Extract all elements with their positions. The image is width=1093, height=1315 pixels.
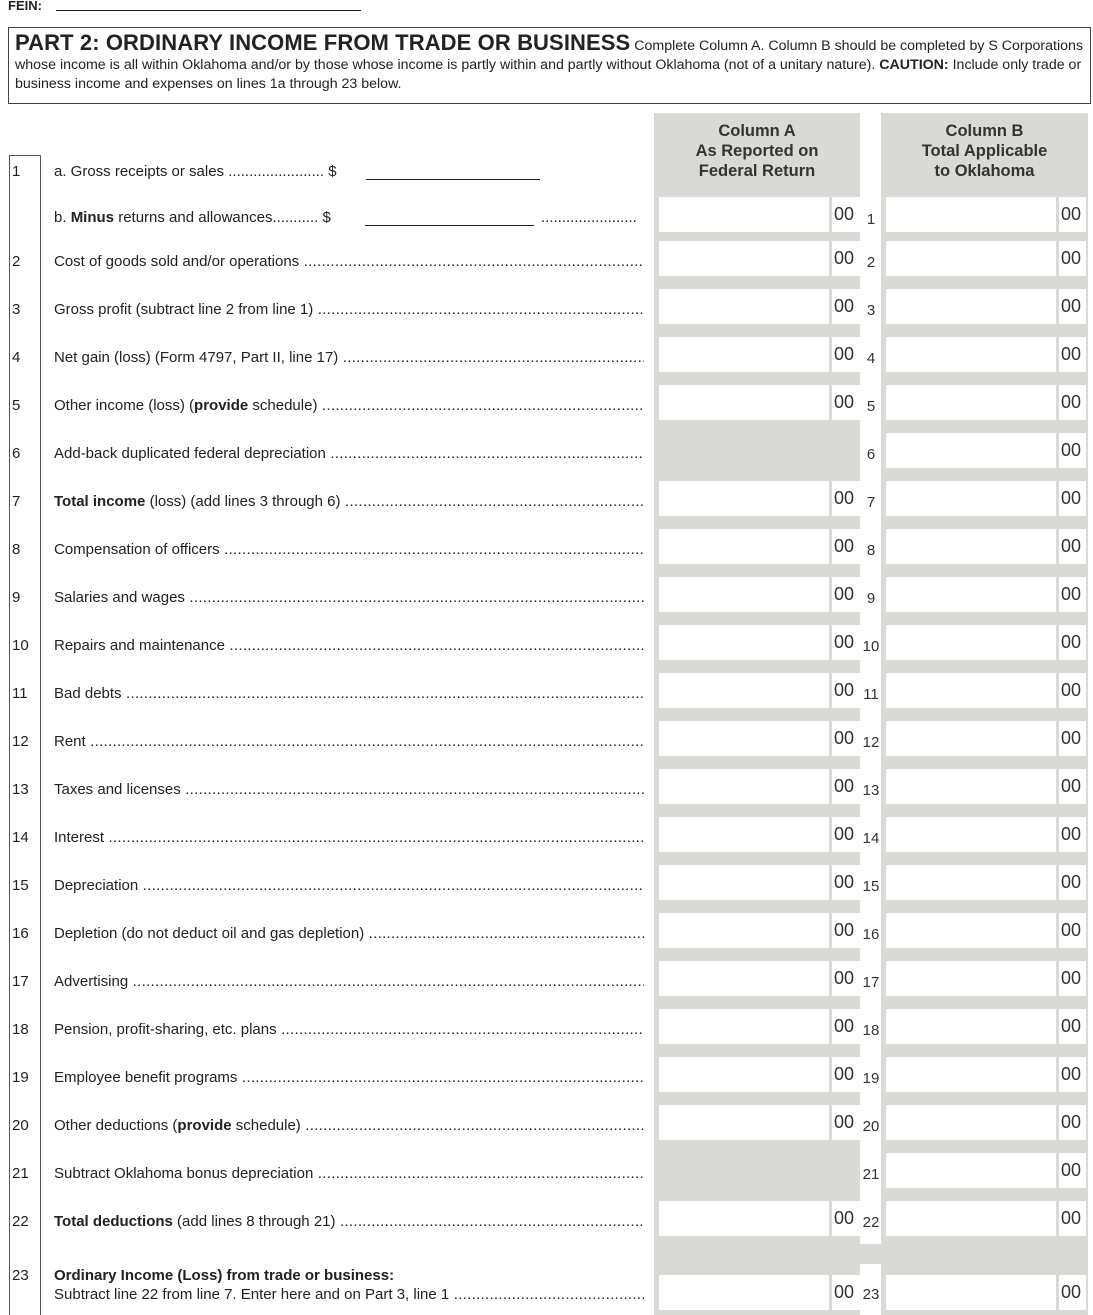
line-label-text: (add lines 8 through 21) (172, 1213, 336, 1230)
line-15-col-b-number: 15 (862, 878, 880, 895)
column-a-subtitle-2: Federal Return (698, 162, 816, 180)
line-1b-prefix: b. (54, 209, 71, 226)
line-20-col-b-number: 20 (862, 1118, 880, 1135)
line-12-number: 12 (12, 733, 29, 750)
line-2-number: 2 (12, 253, 21, 270)
line-number-bracket-left (9, 155, 10, 1315)
line-8-col-b-number: 8 (866, 542, 876, 559)
line-22-col-b-cents: 00 (1059, 1201, 1086, 1236)
line-23-col-b-input[interactable] (886, 1275, 1056, 1310)
line-18-col-a-cents: 00 (832, 1009, 860, 1044)
line-label-text: Other deductions ( (54, 1117, 178, 1134)
line-18-col-b-number: 18 (862, 1022, 880, 1039)
line-17-col-a-cents: 00 (832, 961, 860, 996)
line-13-col-b-number: 13 (862, 782, 880, 799)
line-5-col-b-number: 5 (866, 398, 876, 415)
line-1a-label-row (54, 163, 337, 180)
line-14-number: 14 (12, 829, 29, 846)
line-10-label (54, 637, 644, 654)
line-16-col-b-input[interactable] (886, 913, 1056, 948)
line-20-col-a-cents: 00 (832, 1105, 860, 1140)
line-7-col-b-number: 7 (866, 494, 876, 511)
line-number-bracket-right (40, 155, 41, 1315)
line-1b-dollar: $ (322, 209, 331, 226)
line-1-col-b-input[interactable] (886, 197, 1056, 232)
column-b-subtitle-1: Total Applicable (921, 142, 1048, 160)
line-8-col-a-cents: 00 (832, 529, 860, 564)
line-23-col-a-cents: 00 (832, 1275, 860, 1310)
line-label-text: Bad debts (54, 685, 122, 702)
line-label-text: Taxes and licenses (54, 781, 181, 798)
line-4-col-a-input[interactable] (659, 337, 829, 372)
line-3-col-a-cents: 00 (832, 289, 860, 324)
line-23-number: 23 (12, 1267, 29, 1284)
line-11-label (54, 685, 644, 702)
line-2-col-b-input[interactable] (886, 241, 1056, 276)
line-3-label (54, 301, 644, 318)
line-label-text: Interest (54, 829, 105, 846)
line-14-col-b-number: 14 (862, 830, 880, 847)
line-2-col-a-input[interactable] (659, 241, 829, 276)
part2-title: PART 2: ORDINARY INCOME FROM TRADE OR BUSINESS (15, 30, 631, 55)
line-6-col-b-cents: 00 (1059, 433, 1086, 468)
line-6-col-b-input[interactable] (886, 433, 1056, 468)
line-label-text: Depletion (do not deduct oil and gas depletion) (54, 925, 365, 942)
line-13-col-a-cents: 00 (832, 769, 860, 804)
line-19-col-a-input[interactable] (659, 1057, 829, 1092)
line-23-label: Subtract line 22 from line 7. Enter here and on Part 3, line 1 ..... (54, 1286, 644, 1303)
line-8-col-b-input[interactable] (886, 529, 1056, 564)
line-10-col-a-cents: 00 (832, 625, 860, 660)
line-1b-amount-field[interactable] (365, 225, 534, 226)
line-2-col-a-cents: 00 (832, 241, 860, 276)
line-11-col-b-cents: 00 (1059, 673, 1086, 708)
line-5-col-a-cents: 00 (832, 385, 860, 420)
line-2-col-b-number: 2 (866, 254, 876, 271)
line-3-col-b-number: 3 (866, 302, 876, 319)
line-16-col-b-cents: 00 (1059, 913, 1086, 948)
line-label-text: Compensation of officers (54, 541, 220, 558)
line-17-col-a-input[interactable] (659, 961, 829, 996)
line-19-col-b-number: 19 (862, 1070, 880, 1087)
line-1b-label: returns and allowances (114, 209, 273, 226)
line-11-number: 11 (12, 685, 28, 702)
line-7-number: 7 (12, 493, 21, 510)
line-21-col-b-cents: 00 (1059, 1153, 1086, 1188)
line-12-label (54, 733, 644, 750)
line-3-col-b-input[interactable] (886, 289, 1056, 324)
line-23-col-a-input[interactable] (659, 1275, 829, 1310)
line-4-label (54, 349, 644, 366)
line-22-col-a-input[interactable] (659, 1201, 829, 1236)
line-6-col-b-number: 6 (866, 446, 876, 463)
line-22-label (54, 1213, 644, 1230)
line-18-label (54, 1021, 644, 1038)
line-1-col-a-cents: 00 (832, 197, 860, 232)
line-16-col-b-number: 16 (862, 926, 880, 943)
column-b-title: Column B (945, 122, 1024, 140)
line-10-col-b-cents: 00 (1059, 625, 1086, 660)
line-8-col-b-cents: 00 (1059, 529, 1086, 564)
line-12-col-b-input[interactable] (886, 721, 1056, 756)
line-5-label (54, 397, 644, 414)
line-12-col-a-cents: 00 (832, 721, 860, 756)
line-9-col-b-input[interactable] (886, 577, 1056, 612)
line-4-col-b-number: 4 (866, 350, 876, 367)
column-b-subtitle-2: to Oklahoma (934, 162, 1035, 180)
line-22-col-b-number: 22 (862, 1214, 880, 1231)
line-6-number: 6 (12, 445, 21, 462)
line-20-number: 20 (12, 1117, 29, 1134)
line-1-col-b-cents: 00 (1059, 197, 1086, 232)
line-17-number: 17 (12, 973, 29, 990)
line-11-col-a-input[interactable] (659, 673, 829, 708)
line-9-number: 9 (12, 589, 21, 606)
line-5-col-b-input[interactable] (886, 385, 1056, 420)
line-16-col-a-input[interactable] (659, 913, 829, 948)
column-a-title: Column A (718, 122, 796, 140)
line-1-number: 1 (12, 163, 21, 180)
line-7-col-b-input[interactable] (886, 481, 1056, 516)
line-23-col-b-cents: 00 (1059, 1275, 1086, 1310)
line-1b-label-row (54, 209, 331, 226)
line-8-col-a-input[interactable] (659, 529, 829, 564)
line-4-col-a-cents: 00 (832, 337, 860, 372)
line-4-col-b-cents: 00 (1059, 337, 1086, 372)
line-15-col-b-cents: 00 (1059, 865, 1086, 900)
line-9-col-b-cents: 00 (1059, 577, 1086, 612)
line-1-col-a-input[interactable] (659, 197, 829, 232)
line-12-col-a-input[interactable] (659, 721, 829, 756)
line-16-number: 16 (12, 925, 29, 942)
line-label-text: Repairs and maintenance (54, 637, 225, 654)
line-label-text: Add-back duplicated federal depreciation (54, 445, 326, 462)
line-15-number: 15 (12, 877, 29, 894)
line-15-col-b-input[interactable] (886, 865, 1056, 900)
line-18-col-a-input[interactable] (659, 1009, 829, 1044)
line-7-label (54, 493, 644, 510)
line-label-text: Salaries and wages (54, 589, 185, 606)
part2-intro: Complete Column A. Column B should be completed by S Corporations whose income is all within Oklahoma and/or by those whose income is partly within and partly without Oklahoma (not of a unitary nature). (15, 38, 1084, 73)
line-4-number: 4 (12, 349, 21, 366)
line-3-number: 3 (12, 301, 21, 318)
line-label-text: schedule) (231, 1117, 301, 1134)
line-1a-label: a. Gross receipts or sales (54, 163, 225, 180)
line-21-col-b-input[interactable] (886, 1153, 1056, 1188)
line-9-col-a-input[interactable] (659, 577, 829, 612)
line-4-col-b-input[interactable] (886, 337, 1056, 372)
line-17-col-b-input[interactable] (886, 961, 1056, 996)
line-1a-dollar: $ (328, 163, 337, 180)
line-20-label (54, 1117, 644, 1134)
line-14-col-a-cents: 00 (832, 817, 860, 852)
line-label-text: Rent (54, 733, 86, 750)
line-label-bold: provide (194, 397, 249, 414)
line-label-text: Other income (loss) ( (54, 397, 195, 414)
line-7-col-b-cents: 00 (1059, 481, 1086, 516)
line-6-label (54, 445, 644, 462)
line-label-text: Gross profit (subtract line 2 from line 1) (54, 301, 314, 318)
line-5-number: 5 (12, 397, 21, 414)
line-label-text: Net gain (loss) (Form 4797, Part II, line 17) (54, 349, 339, 366)
line-10-col-b-input[interactable] (886, 625, 1056, 660)
line-10-col-b-number: 10 (862, 638, 880, 655)
caution-label: CAUTION: (879, 57, 949, 73)
line-14-col-a-input[interactable] (659, 817, 829, 852)
line-label-text: Pension, profit-sharing, etc. plans (54, 1021, 277, 1038)
line-5-col-a-input[interactable] (659, 385, 829, 420)
line-13-col-b-cents: 00 (1059, 769, 1086, 804)
line-1b-dots: ........... (272, 209, 319, 226)
line-1b-bold: Minus (70, 209, 115, 226)
line-23-title: Ordinary Income (Loss) from trade or business: (54, 1267, 395, 1284)
line-label-text: Cost of goods sold and/or operations (54, 253, 300, 270)
line-9-col-b-number: 9 (866, 590, 876, 607)
line-22-col-a-cents: 00 (832, 1201, 860, 1236)
line-14-label (54, 829, 644, 846)
line-1a-amount-field[interactable] (366, 179, 540, 180)
line-12-col-b-number: 12 (862, 734, 880, 751)
line-label-text: (loss) (add lines 3 through 6) (145, 493, 341, 510)
line-18-number: 18 (12, 1021, 29, 1038)
line-19-col-b-input[interactable] (886, 1057, 1056, 1092)
line-9-col-a-cents: 00 (832, 577, 860, 612)
column-a-subtitle-1: As Reported on (695, 142, 819, 160)
fein-label: FEIN: (8, 0, 42, 13)
line-23-col-b-number: 23 (862, 1286, 880, 1303)
line-18-col-b-cents: 00 (1059, 1009, 1086, 1044)
line-13-number: 13 (12, 781, 29, 798)
line-1-col-b-number: 1 (866, 211, 876, 228)
line-16-label (54, 925, 644, 942)
line-20-col-b-cents: 00 (1059, 1105, 1086, 1140)
line-label-text: Employee benefit programs (54, 1069, 238, 1086)
line-19-number: 19 (12, 1069, 29, 1086)
fein-input-line[interactable] (56, 10, 361, 11)
line-5-col-b-cents: 00 (1059, 385, 1086, 420)
line-15-col-a-input[interactable] (659, 865, 829, 900)
line-2-col-b-cents: 00 (1059, 241, 1086, 276)
line-19-col-a-cents: 00 (832, 1057, 860, 1092)
line-10-number: 10 (12, 637, 29, 654)
line-7-col-a-cents: 00 (832, 481, 860, 516)
line-9-label (54, 589, 644, 606)
line-14-col-b-cents: 00 (1059, 817, 1086, 852)
line-8-label (54, 541, 644, 558)
line-21-label (54, 1165, 644, 1182)
line-21-col-b-number: 21 (862, 1166, 880, 1183)
line-19-col-b-cents: 00 (1059, 1057, 1086, 1092)
line-20-col-b-input[interactable] (886, 1105, 1056, 1140)
line-21-number: 21 (12, 1165, 29, 1182)
column-a-header (654, 121, 860, 181)
line-11-col-a-cents: 00 (832, 673, 860, 708)
line-1a-dots: ....................... (224, 163, 329, 180)
line-12-col-b-cents: 00 (1059, 721, 1086, 756)
line-11-col-b-input[interactable] (886, 673, 1056, 708)
line-number-bracket-top (9, 155, 41, 156)
line-label-bold: Total income (54, 493, 146, 510)
line-22-col-b-input[interactable] (886, 1201, 1056, 1236)
line-label-text: Subtract Oklahoma bonus depreciation (54, 1165, 314, 1182)
line-22-number: 22 (12, 1213, 29, 1230)
line-13-col-a-input[interactable] (659, 769, 829, 804)
column-b-header (881, 121, 1088, 181)
line-13-label (54, 781, 644, 798)
line-17-col-b-number: 17 (862, 974, 880, 991)
line-1b-trail-dots: ....................... (541, 209, 637, 226)
line-label-bold: provide (177, 1117, 232, 1134)
line-11-col-b-number: 11 (863, 686, 879, 703)
line-20-col-a-input[interactable] (659, 1105, 829, 1140)
line-3-col-a-input[interactable] (659, 289, 829, 324)
line-15-col-a-cents: 00 (832, 865, 860, 900)
line-label-text: schedule) (248, 397, 318, 414)
line-3-col-b-cents: 00 (1059, 289, 1086, 324)
line-label-text: Advertising (54, 973, 129, 990)
line-19-label (54, 1069, 644, 1086)
line-16-col-a-cents: 00 (832, 913, 860, 948)
line-2-label (54, 253, 644, 270)
line-17-label (54, 973, 644, 990)
line-17-col-b-cents: 00 (1059, 961, 1086, 996)
line-10-col-a-input[interactable] (659, 625, 829, 660)
line-label-bold: Total deductions (54, 1213, 173, 1230)
line-13-col-b-input[interactable] (886, 769, 1056, 804)
line-7-col-a-input[interactable] (659, 481, 829, 516)
line-8-number: 8 (12, 541, 21, 558)
part2-header-box (8, 27, 1091, 104)
line-15-label (54, 877, 644, 894)
line-18-col-b-input[interactable] (886, 1009, 1056, 1044)
caution-text: Include only trade or business income and expenses on lines 1a through 23 below. (15, 57, 1082, 92)
line-14-col-b-input[interactable] (886, 817, 1056, 852)
line-label-text: Depreciation (54, 877, 139, 894)
line-23-shade-band (654, 1244, 1088, 1264)
